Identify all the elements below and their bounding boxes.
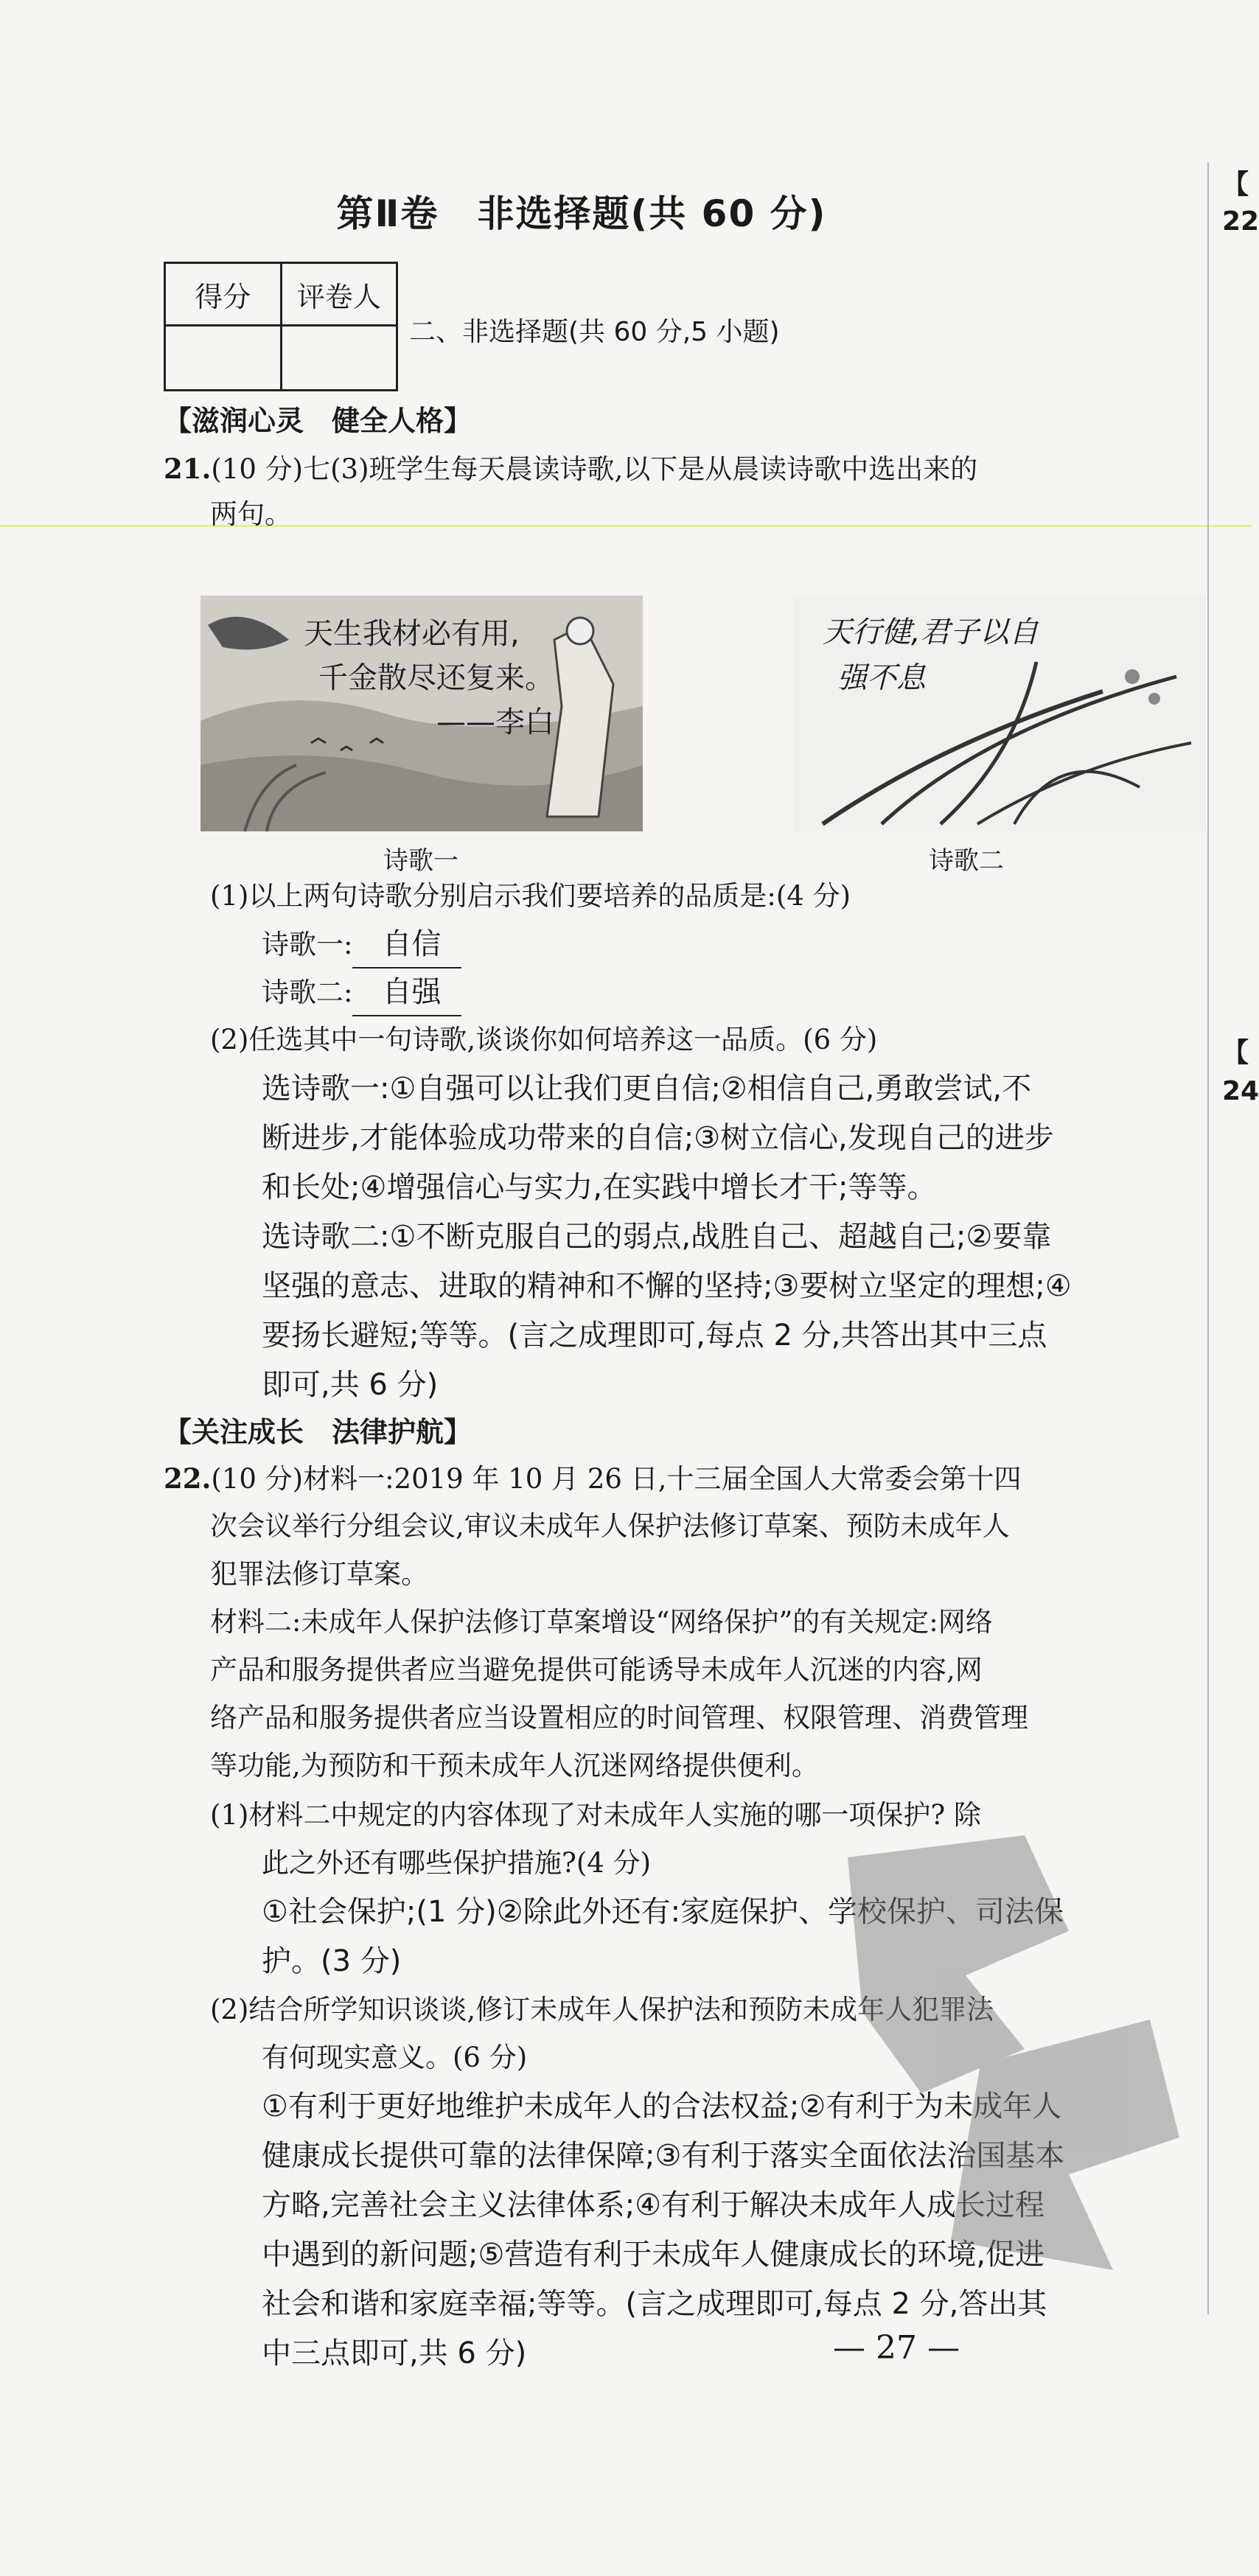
block-heading-2: 【关注成长 法律护航】 <box>164 1416 472 1448</box>
q22-material2-line: 材料二:未成年人保护法修订草案增设“网络保护”的有关规定:网络 <box>210 1606 993 1638</box>
poem2-caption: 诗歌二 <box>929 846 1004 876</box>
q22-material2-line: 络产品和服务提供者应当设置相应的时间管理、权限管理、消费管理 <box>210 1702 1028 1734</box>
q21-sub1-a: 诗歌一: 自信 <box>262 921 461 968</box>
q22-sub2-answer-line: 中遇到的新问题;⑤营造有利于未成年人健康成长的环境,促进 <box>262 2238 1045 2272</box>
q21-answer-line: 选诗歌一:①自强可以让我们更自信;②相信自己,勇敢尝试,不 <box>262 1072 1032 1106</box>
scan-highlight-line <box>0 525 1252 527</box>
q22-material1-line1: 22.(10 分)材料一:2019 年 10 月 26 日,十三届全国人大常委会第十四 <box>164 1462 1022 1495</box>
watermark-stamp <box>803 1828 1187 2285</box>
q22-material2-line: 产品和服务提供者应当避免提供可能诱导未成年人沉迷的内容,网 <box>210 1654 983 1686</box>
poem2-illustration <box>793 596 1206 831</box>
q22-material1-line: 犯罪法修订草案。 <box>210 1558 428 1590</box>
poem2-line1: 天行健,君子以自 <box>823 615 1039 649</box>
q21-stem-line1: 21.(10 分)七(3)班学生每天晨读诗歌,以下是从晨读诗歌中选出来的 <box>164 453 978 485</box>
q22-sub1-line: (1)材料二中规定的内容体现了对未成年人实施的哪一项保护? 除 <box>210 1799 982 1831</box>
q21-answer-line: 要扬长避短;等等。(言之成理即可,每点 2 分,共答出其中三点 <box>262 1319 1047 1352</box>
q22-sub1-answer-line: 护。(3 分) <box>262 1944 402 1978</box>
right-margin-question-number: 22 <box>1222 206 1259 237</box>
q22-number: 22. <box>164 1462 212 1495</box>
q21-sub2: (2)任选其中一句诗歌,谈谈你如何培养这一品质。(6 分) <box>210 1024 878 1055</box>
q22-sub2-answer-line: 方略,完善社会主义法律体系;④有利于解决未成年人成长过程 <box>262 2188 1045 2222</box>
score-col-label: 得分 <box>165 263 282 326</box>
q21-number: 21. <box>164 453 212 485</box>
poem1-illustration <box>200 596 643 831</box>
q22-sub2-answer-line: 中三点即可,共 6 分) <box>262 2336 527 2370</box>
q21-answer-line: 坚强的意志、进取的精神和不懈的坚持;③要树立坚定的理想;④ <box>262 1269 1072 1303</box>
grader-cell <box>281 326 397 391</box>
q21-answer-line: 断进步,才能体验成功带来的自信;③树立信心,发现自己的进步 <box>262 1121 1054 1155</box>
answer-blank-1: 自信 <box>352 921 461 968</box>
right-margin-question-number: 24 <box>1222 1076 1259 1106</box>
score-cell <box>165 326 282 391</box>
q22-sub2-answer-line: 健康成长提供可靠的法律保障;③有利于落实全面依法治国基本 <box>262 2139 1065 2173</box>
poem1-line1: 天生我材必有用, <box>304 617 520 651</box>
q22-sub2-answer-line: ①有利于更好地维护未成年人的合法权益;②有利于为未成年人 <box>262 2090 1062 2123</box>
q22-material2-line: 等功能,为预防和干预未成年人沉迷网络提供便利。 <box>210 1750 819 1781</box>
q22-sub1-answer-line: ①社会保护;(1 分)②除此外还有:家庭保护、学校保护、司法保 <box>262 1895 1064 1929</box>
poem1-caption: 诗歌一 <box>383 846 458 876</box>
q22-sub2-answer-line: 社会和谐和家庭幸福;等等。(言之成理即可,每点 2 分,答出其 <box>262 2287 1047 2321</box>
q22-sub2-line: (2)结合所学知识谈谈,修订未成年人保护法和预防未成年人犯罪法 <box>210 1994 994 2025</box>
column-divider <box>1207 162 1209 2314</box>
q22-sub2-line: 有何现实意义。(6 分) <box>262 2042 528 2073</box>
block-heading-1: 【滋润心灵 健全人格】 <box>164 405 472 437</box>
q22-material1-line: 次会议举行分组会议,审议未成年人保护法修订草案、预防未成年人 <box>210 1510 1010 1542</box>
q22-sub1-line: 此之外还有哪些保护措施?(4 分) <box>262 1847 652 1879</box>
answer-blank-2: 自强 <box>352 969 461 1016</box>
right-margin-bracket: 【 <box>1222 170 1249 200</box>
q21-answer-line: 选诗歌二:①不断克服自己的弱点,战胜自己、超越自己;②要靠 <box>262 1220 1052 1254</box>
section-title: 二、非选择题(共 60 分,5 小题) <box>409 317 780 347</box>
q21-stem-line2: 两句。 <box>210 498 292 530</box>
grader-col-label: 评卷人 <box>281 263 397 326</box>
q21-sub1-b: 诗歌二: 自强 <box>262 969 461 1016</box>
page-title: 第Ⅱ卷 非选择题(共 60 分) <box>336 192 827 235</box>
q21-answer-line: 和长处;④增强信心与实力,在实践中增长才干;等等。 <box>262 1170 937 1204</box>
poem2-line2: 强不息 <box>837 661 926 695</box>
score-table <box>164 262 398 391</box>
right-margin-bracket: 【 <box>1222 1038 1249 1068</box>
page-number: — 27 — <box>833 2329 960 2367</box>
poem1-author: ——李白 <box>436 705 554 739</box>
q21-sub1: (1)以上两句诗歌分别启示我们要培养的品质是:(4 分) <box>210 880 851 912</box>
poem1-line2: 千金散尽还复来。 <box>318 661 554 695</box>
q21-answer-line: 即可,共 6 分) <box>262 1368 439 1402</box>
